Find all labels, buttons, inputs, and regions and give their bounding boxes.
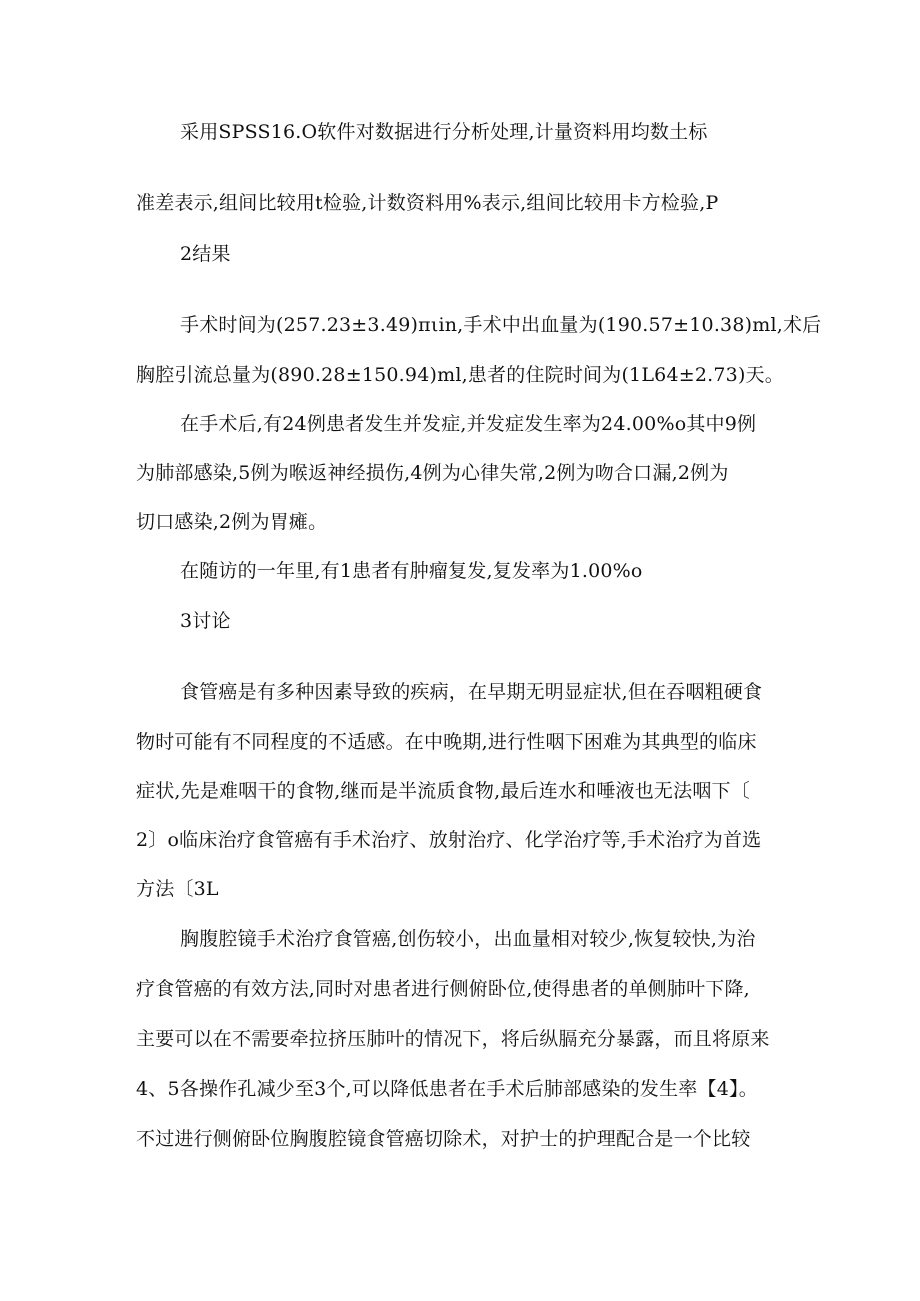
paragraph-line: 物时可能有不同程度的不适感。在中晚期,进行性咽下困难为其典型的临床 [136, 731, 757, 753]
paragraph-line: 切口感染,2例为胃瘫。 [136, 511, 328, 533]
paragraph-line: 症状,先是难咽干的食物,继而是半流质食物,最后连水和唾液也无法咽下〔 [136, 780, 750, 802]
paragraph-line: 手术时间为(257.23±3.49)πιin,手术中出血量为(190.57±10.38)ml,术后 [180, 314, 822, 336]
paragraph-line: 为肺部感染,5例为喉返神经损伤,4例为心律失常,2例为吻合口漏,2例为 [136, 462, 729, 484]
paragraph-line: 主要可以在不需要牵拉挤压肺叶的情况下，将后纵膈充分暴露，而且将原来 [136, 1028, 770, 1050]
paragraph-line: 方法〔3L [136, 878, 219, 900]
paragraph-line: 不过进行侧俯卧位胸腹腔镜食管癌切除术，对护士的护理配合是一个比较 [136, 1128, 751, 1150]
section-heading: 3讨论 [180, 610, 231, 632]
paragraph-line: 在随访的一年里,有1患者有肿瘤复发,复发率为1.00%o [180, 560, 643, 582]
paragraph-line: 2〕o临床治疗食管癌有手术治疗、放射治疗、化学治疗等,手术治疗为首选 [136, 829, 762, 851]
paragraph-line: 准差表示,组间比较用t检验,计数资料用%表示,组间比较用卡方检验,P [136, 192, 719, 214]
paragraph-line: 采用SPSS16.O软件对数据进行分析处理,计量资料用均数土标 [180, 121, 708, 143]
paragraph-line: 食管癌是有多种因素导致的疾病，在早期无明显症状,但在吞咽粗硬食 [180, 681, 763, 703]
paragraph-line: 胸腔引流总量为(890.28±150.94)ml,患者的住院时间为(1L64±2.73)天。 [136, 364, 784, 386]
paragraph-line: 胸腹腔镜手术治疗食管癌,创伤较小，出血量相对较少,恢复较快,为治 [180, 928, 756, 950]
paragraph-line: 疗食管癌的有效方法,同时对患者进行侧俯卧位,使得患者的单侧肺叶下降, [136, 978, 750, 1000]
section-heading: 2结果 [180, 243, 231, 265]
paragraph-line: 在手术后,有24例患者发生并发症,并发症发生率为24.00%o其中9例 [180, 413, 757, 435]
paragraph-line: 4、5各操作孔减少至3个,可以降低患者在手术后肺部感染的发生率【4】。 [136, 1078, 758, 1100]
